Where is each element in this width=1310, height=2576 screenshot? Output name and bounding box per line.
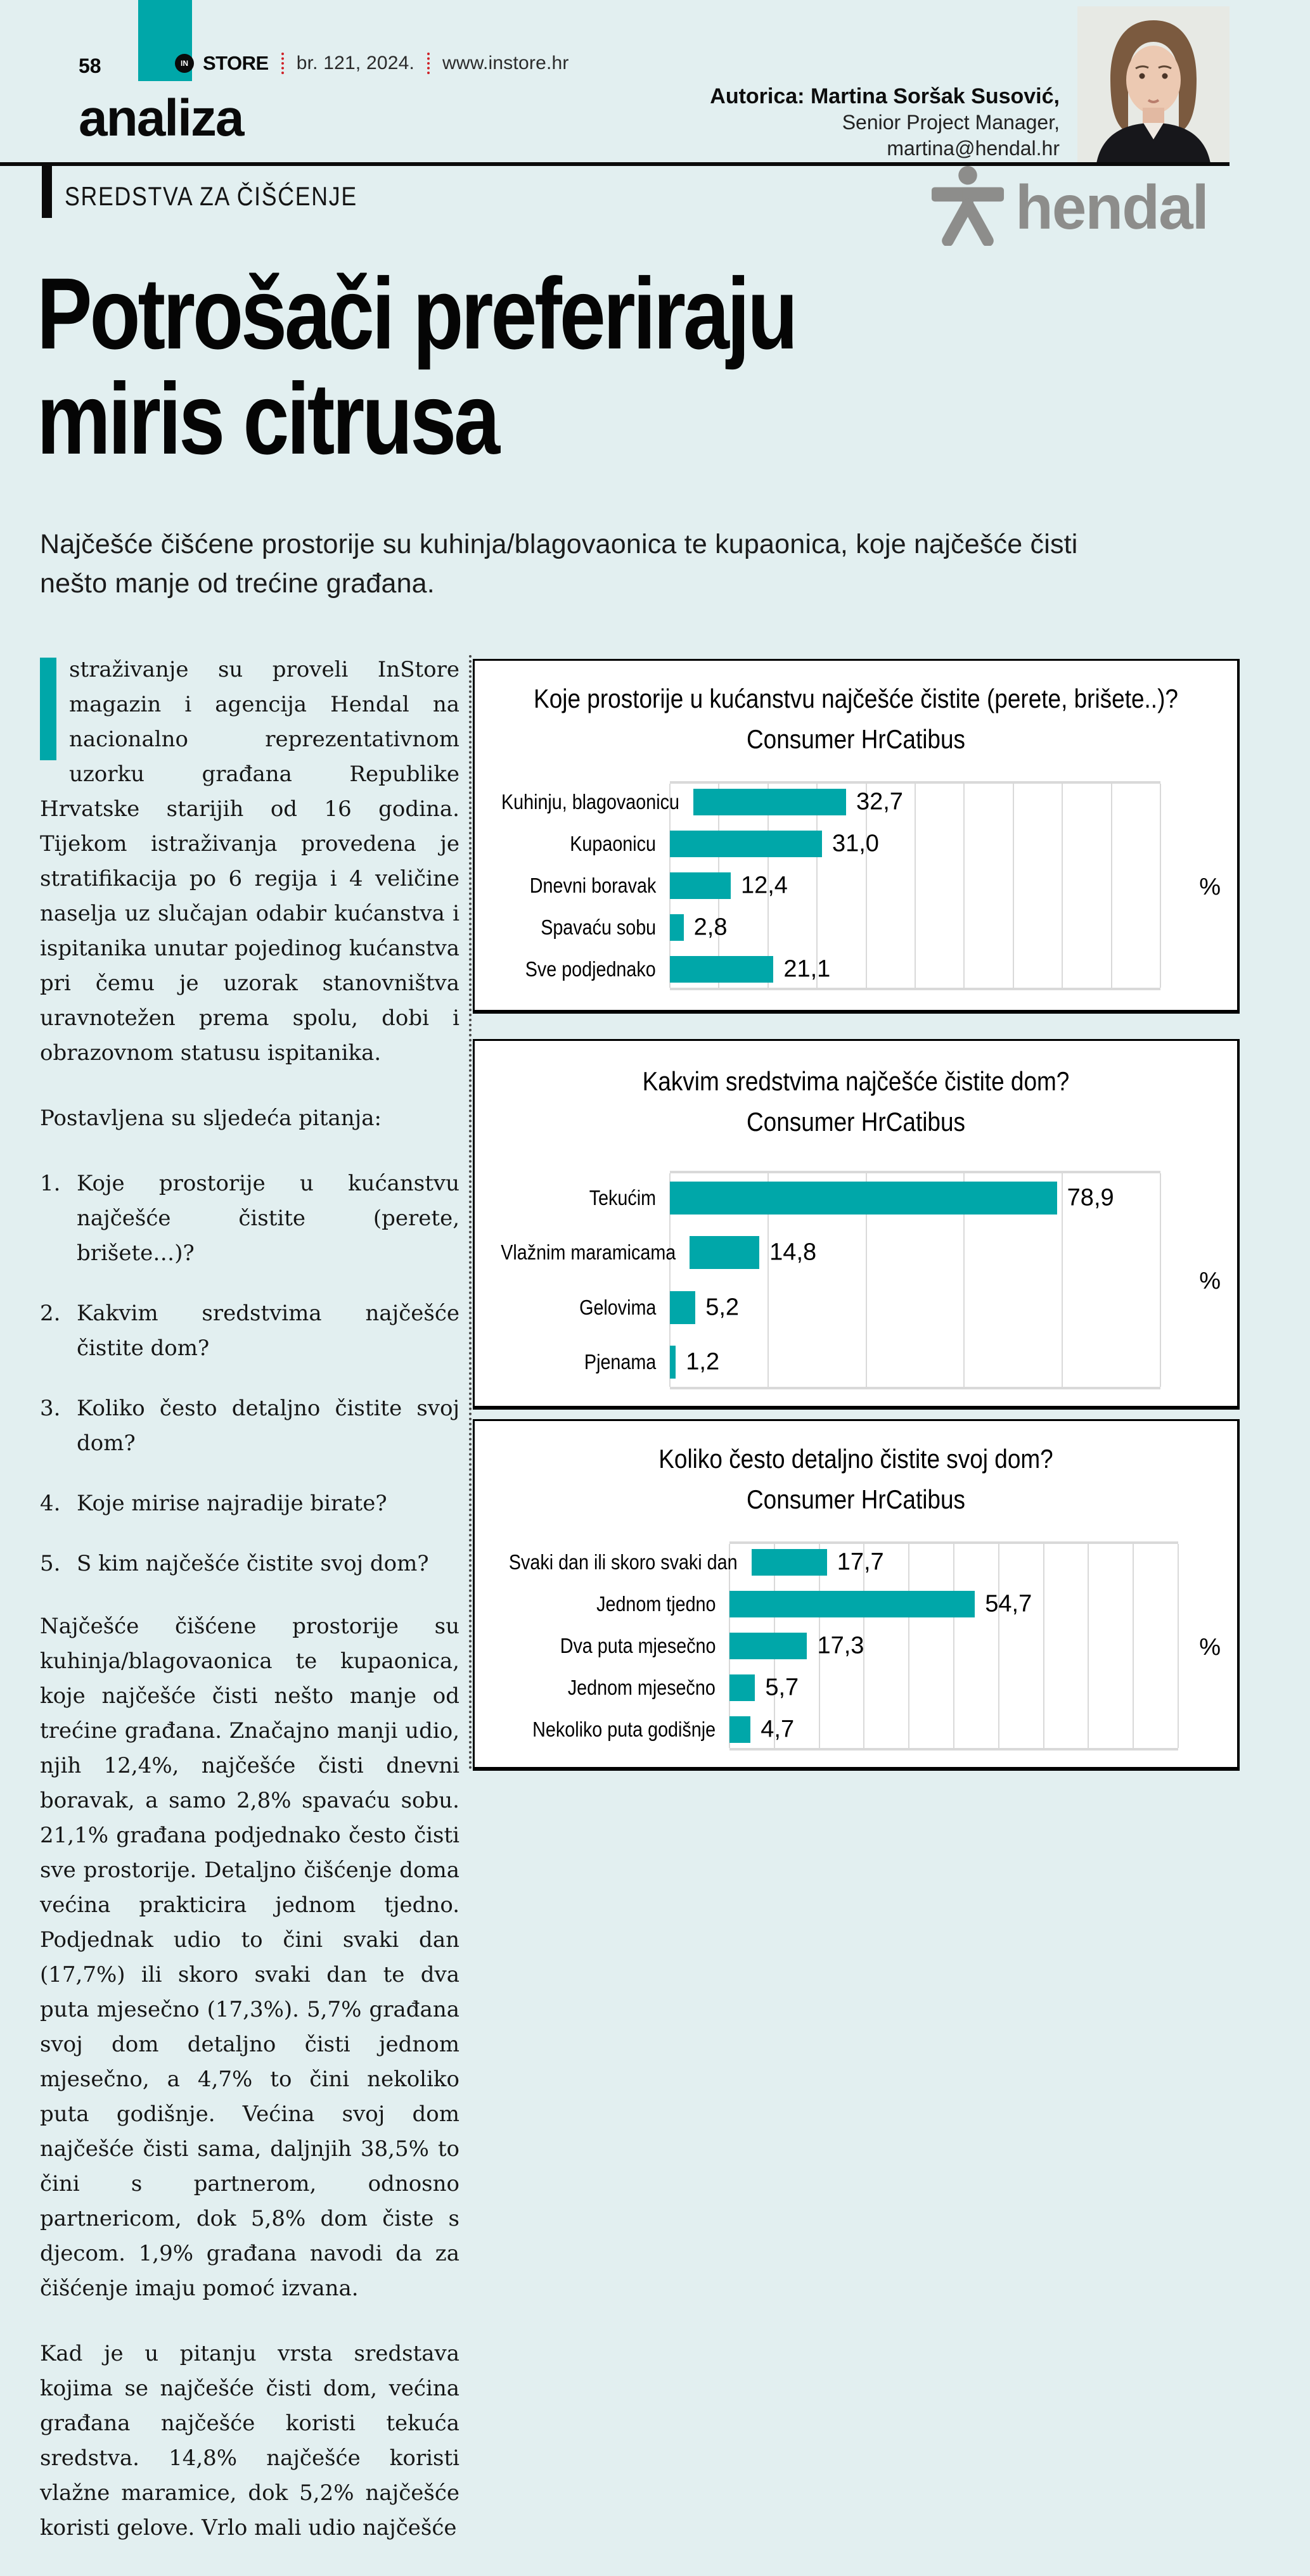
- value-label: 31,0: [832, 830, 879, 857]
- bar-track: [693, 781, 1160, 823]
- paragraph-products: Kad je u pitanju vrsta sredstava kojima se najčešće čisti dom, većina građana najčešće koristi tekuća sredstva. 14,8% najčešće koristi vlažne maramice, dok 5,2% najčešće koristi gelove. Vrlo mali udio najčešće: [40, 2341, 459, 2541]
- chart-subtitle: Consumer HrCatibus: [746, 1107, 966, 1137]
- article-body: [40, 653, 459, 2576]
- chart-title: Koje prostorije u kućanstvu najčešće čistite (perete, brišete..)?: [534, 684, 1178, 713]
- bar-track: [729, 1625, 1178, 1667]
- chart-row: [475, 781, 1237, 823]
- category-label: Kuhinju, blagovaonicu: [501, 790, 679, 813]
- list-text: S kim najčešće čistite svoj dom?: [77, 1551, 429, 1576]
- bar: [670, 1182, 1057, 1215]
- list-text: Kakvim sredstvima najčešće čistite dom?: [77, 1301, 459, 1361]
- category-label: Nekoliko puta godišnje: [532, 1718, 716, 1741]
- paragraph-results: Najčešće čišćene prostorije su kuhinja/blagovaonica te kupaonica, koje najčešće čisti nešto manje od trećine građana. Značajno manji udio, njih 12,4%, najčešće čisti dnevni boravak, a samo 2,8% spavaću sobu. 21,1% građana podjednako često čisti sve prostorije. Detaljno čišćenje doma većina prakticira jednom tjedno. Podjednak udio to čini svaki dan (17,7%) ili skoro svaki dan te dva puta mjesečno (17,3%). 5,7% građana svoj dom detaljno čisti jednom mjesečno, a 4,7% to čini nekoliko puta godišnje. Većina svoj dom najčešće čisti sama, daljnjih 38,5% to čini s partnerom, odnosno partnericom, dok 5,8% dom čiste s djecom. 1,9% građana navodi da za čišćenje imaju pomoć izvana.: [40, 1614, 459, 2301]
- chart-title: Koliko često detaljno čistite svoj dom?: [658, 1444, 1053, 1474]
- category-label: Spavaću sobu: [541, 915, 656, 939]
- chart-row: [475, 907, 1237, 948]
- kicker-bar: [42, 166, 52, 218]
- paragraph-questions-lead: Postavljena su sljedeća pitanja:: [40, 1106, 382, 1131]
- issue-number: br. 121, 2024.: [296, 53, 415, 73]
- headline: [37, 257, 796, 475]
- lede: Najčešće čišćene prostorije su kuhinja/blagovaonica te kupaonica, koje najčešće čisti nešto manje od trećine građana.: [40, 529, 1078, 599]
- dotted-separator-icon: [427, 53, 430, 74]
- paragraph-intro-text: straživanje su proveli InStore magazin i agencija Hendal na nacionalno reprezentativnom uzorku građana Republike Hrvatske starijih od 16 godina. Tijekom istraživanja provedena je stratifikacija po 6 regija i 4 veličine naselja uz slučajan odabir kućanstva i ispitanika unutar pojedinog kućanstva pri čemu je uzorak stanovništva uravnotežen prema spolu, dobi i obrazovnom statusu ispitanika.: [40, 657, 459, 1066]
- chart-row: [475, 1225, 1237, 1280]
- category-label: Dva puta mjesečno: [560, 1634, 716, 1657]
- value-label: 5,7: [765, 1674, 799, 1701]
- bar: [752, 1549, 827, 1576]
- value-label: 54,7: [985, 1590, 1032, 1617]
- axis-unit-label: %: [1199, 1268, 1221, 1294]
- bar-track: [690, 1225, 1160, 1280]
- category-label: Sve podjednako: [525, 957, 656, 981]
- category-label: Tekućim: [589, 1186, 656, 1210]
- bar-track: [670, 1171, 1160, 1225]
- chart-subtitle: Consumer HrCatibus: [746, 724, 966, 754]
- author-photo: [1077, 6, 1230, 163]
- list-item: [40, 1546, 459, 1581]
- value-label: 12,4: [740, 872, 788, 899]
- masthead: [175, 52, 569, 75]
- dotted-separator-icon: [281, 53, 284, 74]
- bar: [693, 789, 846, 815]
- category-label: Jednom mjesečno: [568, 1676, 716, 1699]
- question-list: [40, 1166, 459, 1581]
- list-text: Koliko često detaljno čistite svoj dom?: [77, 1396, 459, 1456]
- bar-track: [670, 823, 1160, 865]
- chart-row: [475, 1709, 1237, 1750]
- chart-row: [475, 948, 1237, 990]
- category-label: Jednom tjedno: [596, 1592, 716, 1616]
- chart-row: [475, 1541, 1237, 1583]
- kicker-label: SREDSTVA ZA ČIŠĆENJE: [65, 181, 357, 211]
- bar: [670, 831, 822, 857]
- bar: [729, 1633, 807, 1659]
- value-label: 5,2: [705, 1294, 740, 1321]
- value-label: 17,7: [837, 1548, 884, 1576]
- bar-track: [729, 1667, 1178, 1709]
- bar: [690, 1236, 759, 1269]
- axis-unit-label: %: [1199, 874, 1221, 900]
- value-label: 4,7: [761, 1716, 795, 1743]
- hendal-logo-text: hendal: [1015, 172, 1208, 242]
- bar-track: [670, 865, 1160, 907]
- chart-row: [475, 1625, 1237, 1667]
- chart-title: Kakvim sredstvima najčešće čistite dom?: [642, 1066, 1070, 1096]
- bar: [729, 1716, 750, 1743]
- category-label: Vlažnim maramicama: [501, 1240, 676, 1265]
- instore-logo-icon: IN: [175, 54, 194, 73]
- bar-track: [752, 1541, 1178, 1583]
- list-text: Koje mirise najradije birate?: [77, 1491, 387, 1516]
- bar: [670, 872, 731, 899]
- value-label: 17,3: [817, 1632, 864, 1659]
- chart-row: [475, 823, 1237, 865]
- bar: [729, 1674, 755, 1701]
- category-label: Kupaonicu: [570, 832, 656, 855]
- list-number: 2.: [40, 1301, 61, 1326]
- chart-frequency: [473, 1419, 1240, 1771]
- axis-unit-label: %: [1199, 1634, 1221, 1661]
- website-url: www.instore.hr: [442, 53, 569, 73]
- bar-track: [729, 1709, 1178, 1750]
- author-name: Autorica: Martina Soršak Susović,: [710, 84, 1060, 108]
- value-label: 21,1: [783, 955, 831, 983]
- list-number: 4.: [40, 1491, 61, 1516]
- author-role: Senior Project Manager,: [842, 111, 1060, 134]
- list-item: [40, 1391, 459, 1461]
- category-label: Svaki dan ili skoro svaki dan: [508, 1550, 738, 1574]
- list-text: Koje prostorije u kućanstvu najčešće čistite (perete, brišete…)?: [77, 1171, 459, 1266]
- bar: [670, 1291, 695, 1324]
- list-item: [40, 1166, 459, 1271]
- bar-track: [670, 907, 1160, 948]
- hendal-logo: [930, 165, 1208, 249]
- list-item: [40, 1486, 459, 1521]
- value-label: 2,8: [693, 914, 728, 941]
- section-title: analiza: [79, 89, 243, 147]
- bar-track: [729, 1583, 1178, 1625]
- bar: [729, 1591, 975, 1617]
- value-label: 1,2: [686, 1348, 720, 1375]
- category-label: Dnevni boravak: [529, 874, 656, 897]
- headline-line-2: miris citrusa: [37, 362, 498, 475]
- paragraph-intro: [40, 653, 459, 1071]
- author-block: [710, 84, 1060, 162]
- author-email: martina@hendal.hr: [887, 137, 1060, 160]
- chart-subtitle: Consumer HrCatibus: [746, 1484, 966, 1514]
- bar-track: [670, 1280, 1160, 1335]
- bar: [670, 914, 684, 941]
- hendal-figure-icon: [930, 165, 1005, 249]
- chart-row: [475, 865, 1237, 907]
- category-label: Pjenama: [584, 1349, 656, 1374]
- list-number: 5.: [40, 1551, 61, 1576]
- bar: [670, 1346, 676, 1379]
- category-label: Gelovima: [579, 1295, 656, 1319]
- list-number: 1.: [40, 1171, 61, 1196]
- bar-track: [670, 1335, 1160, 1389]
- bar-track: [670, 948, 1160, 990]
- list-item: [40, 1296, 459, 1366]
- dropcap-I: [40, 658, 56, 760]
- page-number: 58: [79, 54, 101, 77]
- instore-logo-text: STORE: [203, 52, 269, 74]
- value-label: 32,7: [856, 788, 903, 815]
- headline-line-1: Potrošači preferiraju: [37, 257, 796, 370]
- chart-row: [475, 1280, 1237, 1335]
- chart-products: [473, 1039, 1240, 1410]
- chart-row: [475, 1667, 1237, 1709]
- bar: [670, 956, 773, 983]
- value-label: 78,9: [1067, 1184, 1114, 1211]
- chart-rooms: [473, 659, 1240, 1014]
- chart-row: [475, 1583, 1237, 1625]
- value-label: 14,8: [769, 1239, 817, 1266]
- list-number: 3.: [40, 1396, 61, 1421]
- chart-row: [475, 1171, 1237, 1225]
- chart-row: [475, 1335, 1237, 1389]
- column-separator: [469, 655, 472, 1770]
